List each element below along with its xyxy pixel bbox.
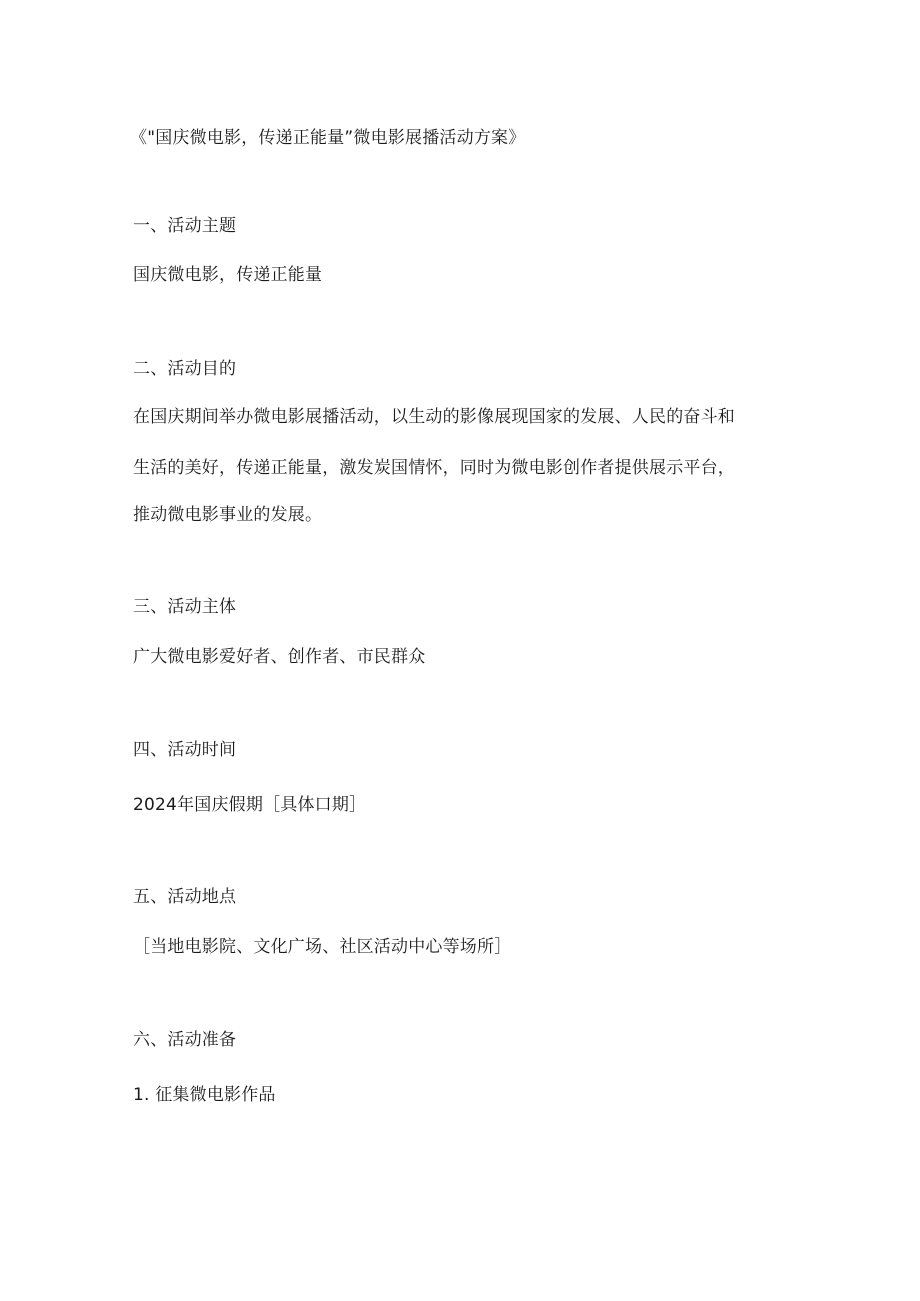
section-text-purpose-line-1: 在国庆期间举办微电影展播活动，以生动的影像展现国家的发展、人民的奋斗和 [133, 407, 735, 427]
section-text-theme: 国庆微电影，传递正能量 [133, 265, 323, 285]
section-heading-theme: 一、活动主题 [133, 216, 237, 236]
section-text-purpose-line-2: 生活的美好，传递正能量，激发炭国情怀，同时为微电影创作者提供展示平台， [133, 458, 735, 478]
document-title: 《"国庆微电影，传递正能量”微电影展播活动方案》 [130, 128, 526, 148]
section-text-time: 2024年国庆假期［具体口期］ [133, 795, 367, 815]
section-text-location: ［当地电影院、文化广场、社区活动中心等场所］ [133, 937, 512, 957]
section-text-purpose-line-3: 推动微电影事业的发展。 [133, 505, 323, 525]
section-heading-purpose: 二、活动目的 [133, 359, 237, 379]
section-heading-participants: 三、活动主体 [133, 597, 237, 617]
section-heading-location: 五、活动地点 [133, 887, 237, 907]
section-heading-time: 四、活动时间 [133, 740, 237, 760]
section-heading-preparation: 六、活动准备 [133, 1030, 237, 1050]
section-text-participants: 广大微电影爱好者、创作者、市民群众 [133, 647, 426, 667]
section-text-preparation: 1. 征集微电影作品 [133, 1085, 276, 1105]
